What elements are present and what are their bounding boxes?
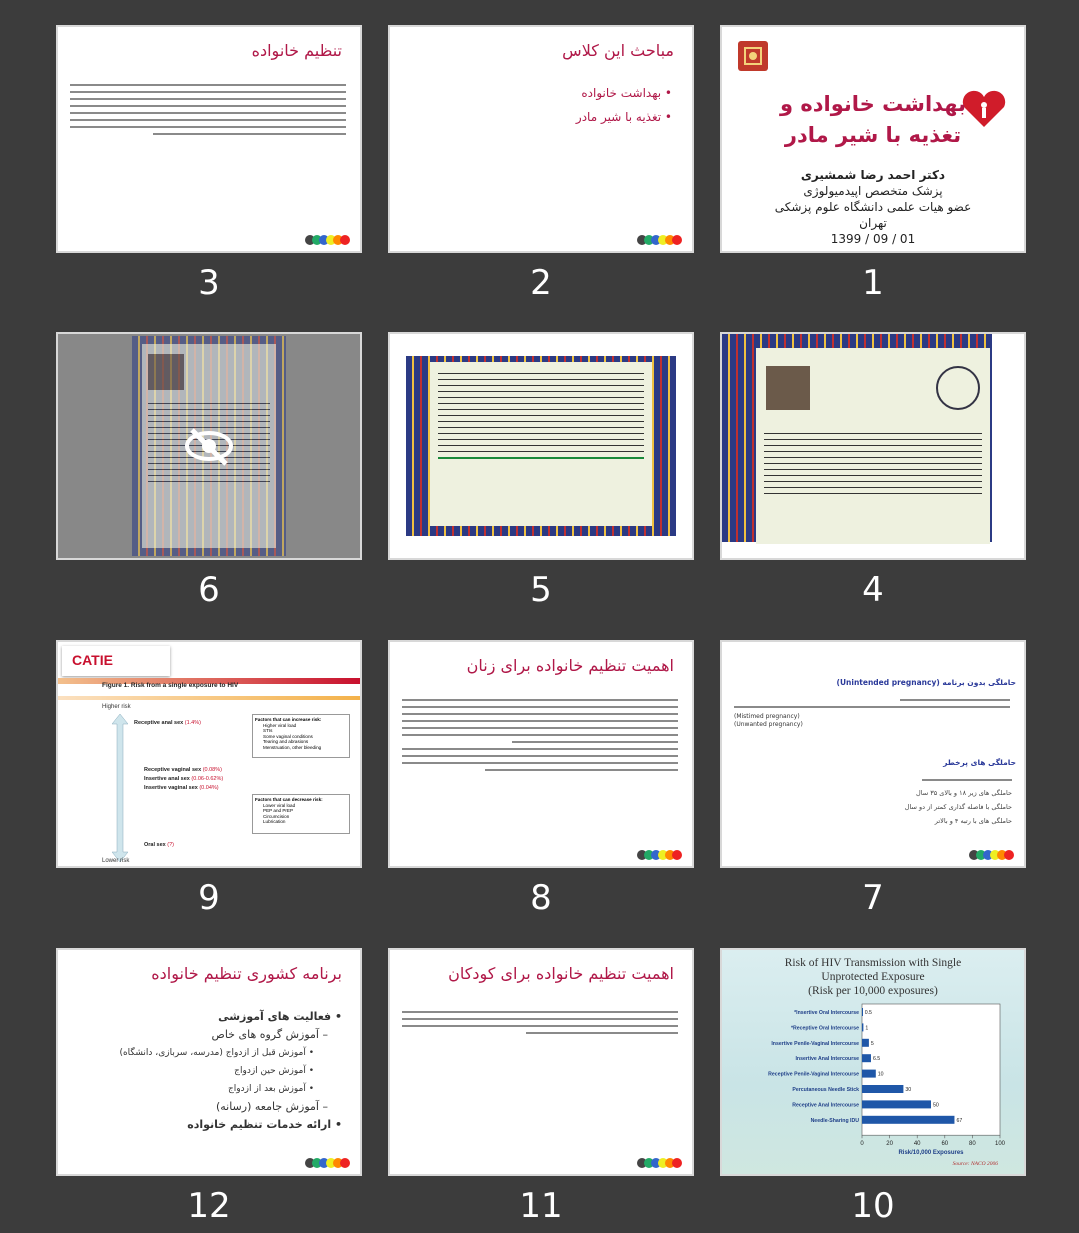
chart-title-line-3: (Risk per 10,000 exposures) — [808, 985, 938, 997]
category-label: Receptive Penile-Vaginal Intercourse — [768, 1071, 859, 1078]
bar — [862, 1008, 863, 1016]
bullet-item: • بهداشت خانواده — [581, 86, 672, 100]
bar — [862, 1023, 863, 1031]
data-label: 0.5 — [864, 1010, 872, 1016]
list-item: • آموزش قبل از ازدواج (مدرسه، سربازی، دانشگاه) — [119, 1048, 314, 1058]
slide-title: اهمیت تنظیم خانواده برای زنان — [466, 656, 674, 675]
color-dots-icon — [640, 1158, 682, 1168]
document-image — [756, 348, 990, 544]
decrease-factors-box: Factors that can decrease risk: Lower viral load PEP and PrEP Circumcision Lubrication — [252, 794, 350, 834]
slide-number: 7 — [862, 878, 884, 918]
slide-title: تنظیم خانواده — [251, 41, 342, 60]
slide-number: 11 — [519, 1186, 563, 1226]
hiv-risk-bar-chart — [722, 950, 1024, 1174]
category-label: Percutaneous Needle Stick — [792, 1087, 859, 1093]
list-item: حاملگی های زیر ۱۸ و بالای ۳۵ سال — [916, 789, 1012, 797]
tick-label: 60 — [941, 1141, 949, 1148]
color-dots-icon — [308, 1158, 350, 1168]
bar — [862, 1116, 954, 1124]
data-label: 5 — [870, 1040, 874, 1047]
chart-title-line-2: Unprotected Exposure — [821, 971, 925, 983]
category-label: *Insertive Oral Intercourse — [794, 1010, 859, 1016]
slide-title: برنامه کشوری تنظیم خانواده — [151, 964, 342, 983]
slide-title: اهمیت تنظیم خانواده برای کودکان — [448, 964, 674, 983]
seal-icon — [936, 366, 980, 410]
data-label: 50 — [933, 1102, 939, 1109]
author-role: پزشک متخصص اپیدمیولوژی — [803, 184, 943, 198]
catie-logo: CATIE — [62, 646, 170, 676]
tick-label: 0 — [860, 1141, 864, 1148]
author-name: دکتر احمد رضا شمشیری — [800, 168, 946, 182]
lower-risk-label: Lower risk — [102, 858, 130, 864]
data-label: 1 — [865, 1025, 869, 1032]
slide-number: 9 — [198, 878, 220, 918]
body-text-block — [402, 1006, 678, 1039]
slide-number: 5 — [530, 570, 552, 610]
increase-factors-box: Factors that can increase risk: Higher viral load STIs Some vaginal conditions Tearing and abrasions Menstruation, other bleeding — [252, 714, 350, 758]
list-item: • فعالیت های آموزشی — [218, 1010, 342, 1023]
list-item: – آموزش گروه های خاص — [211, 1028, 328, 1041]
slide-number: 6 — [198, 570, 220, 610]
author-city: تهران — [859, 216, 887, 230]
body-text-block — [402, 694, 678, 776]
higher-risk-label: Higher risk — [102, 704, 131, 710]
section-heading: حاملگی بدون برنامه (Unintended pregnancy) — [836, 678, 1016, 687]
slide-number: 10 — [851, 1186, 895, 1226]
presentation-title: بهداشت خانواده و تغذیه با شیر مادر — [779, 92, 967, 147]
list-item: • ارائه خدمات تنظیم خانواده — [187, 1118, 342, 1131]
data-label: 6.5 — [872, 1056, 881, 1063]
bullet-item: • تغذیه با شیر مادر — [575, 110, 672, 124]
figure-title: Figure 1. Risk from a single exposure to HIV — [102, 682, 239, 689]
data-label: 10 — [877, 1071, 884, 1078]
slide-number: 4 — [862, 570, 884, 610]
tick-label: 100 — [994, 1141, 1006, 1148]
slide-number: 1 — [862, 263, 884, 303]
list-item: حاملگی های با رتبه ۴ و بالاتر — [934, 817, 1012, 825]
chart-title-line-1: Risk of HIV Transmission with Single — [784, 957, 962, 969]
list-item: • آموزش حین ازدواج — [234, 1066, 314, 1076]
category-label: Receptive Anal Intercourse — [792, 1102, 859, 1109]
slide-number: 3 — [198, 263, 220, 303]
list-item: – آموزش جامعه (رسانه) — [215, 1100, 328, 1113]
color-dots-icon — [640, 235, 682, 245]
category-label: Needle-Sharing IDU — [810, 1117, 859, 1124]
body-text-block — [70, 79, 346, 140]
hidden-slide-eye-off-icon[interactable] — [184, 426, 234, 470]
risk-arrow-icon — [112, 714, 128, 867]
list-item: • آموزش بعد از ازدواج — [228, 1084, 314, 1094]
category-label: Insertive Penile-Vaginal Intercourse — [771, 1040, 859, 1047]
data-label: 30 — [905, 1087, 912, 1093]
list-item: حاملگی با فاصله گذاری کمتر از دو سال — [904, 803, 1012, 811]
x-axis-label: Risk/10,000 Exposures — [898, 1150, 964, 1157]
section-heading: حاملگی های پرخطر — [943, 758, 1016, 767]
presentation-date: 1399 / 09 / 01 — [830, 232, 916, 246]
bar — [862, 1039, 869, 1047]
category-label: *Receptive Oral Intercourse — [790, 1025, 859, 1032]
bar — [862, 1100, 931, 1108]
data-label: 67 — [956, 1117, 963, 1124]
document-image — [430, 362, 652, 526]
color-dots-icon — [308, 235, 350, 245]
tick-label: 80 — [969, 1141, 976, 1148]
plot-area — [862, 1004, 1000, 1135]
slide-number: 2 — [530, 263, 552, 303]
tick-label: 20 — [886, 1141, 893, 1148]
portrait-photo — [766, 366, 810, 410]
slide-title: مباحث این کلاس — [562, 41, 674, 60]
bar — [862, 1085, 903, 1093]
bar — [862, 1070, 876, 1078]
author-affiliation: عضو هیات علمی دانشگاه علوم پزشکی — [774, 200, 972, 214]
university-logo-icon — [738, 41, 768, 71]
slide-number: 8 — [530, 878, 552, 918]
color-dots-icon — [640, 850, 682, 860]
color-dots-icon — [972, 850, 1014, 860]
body-text-block: (Mistimed pregnancy) (Unwanted pregnancy) — [734, 694, 1010, 730]
source-note: Source: NACO 2006 — [952, 1161, 998, 1167]
bar — [862, 1054, 871, 1062]
category-label: Insertive Anal Intercourse — [795, 1056, 859, 1063]
slide-number: 12 — [187, 1186, 231, 1226]
tick-label: 40 — [913, 1141, 921, 1148]
